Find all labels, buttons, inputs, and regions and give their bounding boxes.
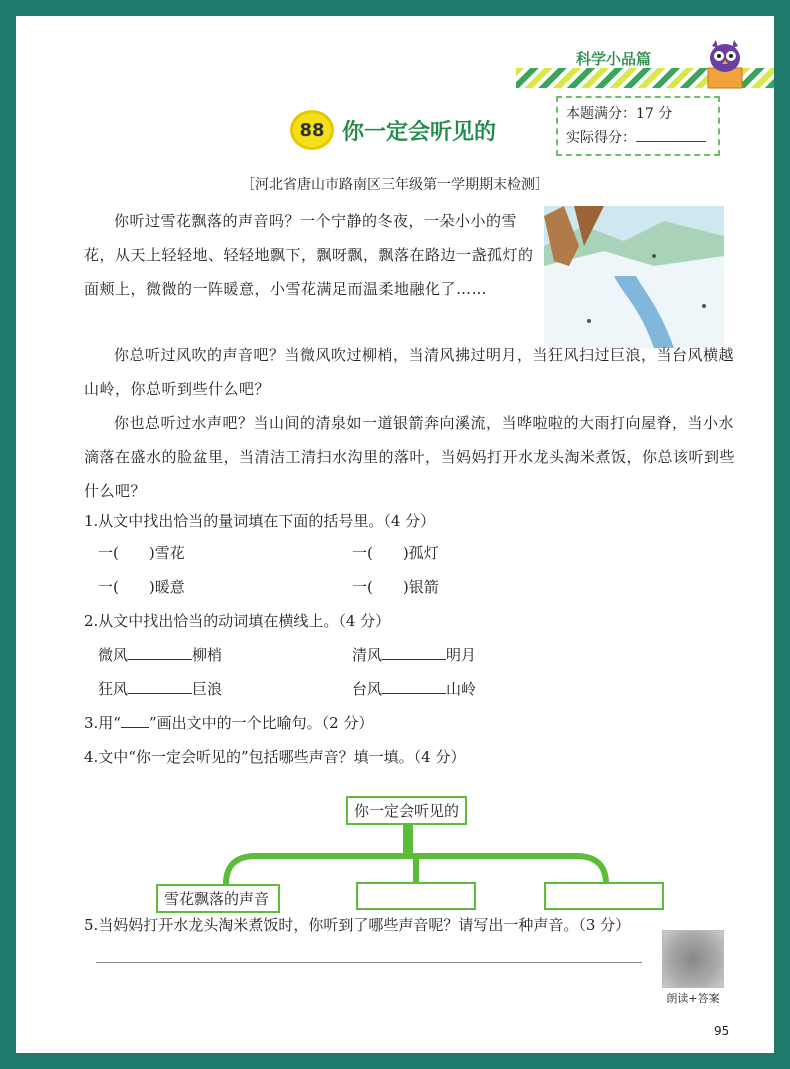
actual-score-label: 实际得分： [566, 130, 636, 146]
page-title: 你一定会听见的 [342, 119, 497, 145]
question-1: 1.从文中找出恰当的量词填在下面的括号里。（4 分） [84, 512, 436, 530]
mind-map [156, 776, 676, 926]
q1-item[interactable]: 一( )孤灯 [352, 544, 439, 562]
q1-item[interactable]: 一( )暖意 [98, 578, 185, 596]
q2-item: 微风 柳梢 [98, 646, 223, 664]
question-2: 2.从文中找出恰当的动词填在横线上。（4 分） [84, 612, 391, 630]
page-number: 95 [714, 1024, 730, 1038]
section-label: 科学小品篇 [576, 50, 652, 68]
answer-blank[interactable] [128, 680, 192, 694]
question-4: 4.文中“你一定会听见的”包括哪些声音？填一填。（4 分） [84, 748, 466, 766]
q1-item[interactable]: 一( )雪花 [98, 544, 185, 562]
underline-symbol [121, 716, 149, 728]
winter-stream-illustration [544, 206, 724, 348]
owl-book-icon [700, 38, 750, 90]
passage-paragraph-1: 你听过雪花飘落的声音吗？一个宁静的冬夜，一朵小小的雪花，从天上轻轻地、轻轻地飘下，飘呀飘，飘落在路边一盏孤灯的面颊上，微微的一阵暖意，小雪花满足而温柔地融化了…… [84, 212, 534, 298]
mind-map-leaf: 雪花飘落的声音 [156, 884, 280, 913]
passage-paragraph-3: 你也总听过水声吧？当山间的清泉如一道银箭奔向溪流，当哗啦啦的大雨打向屋脊，当小水滴落在盛水的脸盆里，当清洁工清扫水沟里的落叶，当妈妈打开水龙头淘米煮饭，你总该听到些什么吧？ [84, 414, 736, 500]
page [16, 16, 774, 1053]
mind-map-root: 你一定会听见的 [346, 796, 467, 825]
q1-item[interactable]: 一( )银箭 [352, 578, 439, 596]
answer-blank[interactable] [128, 646, 192, 660]
title-block [290, 110, 496, 150]
q2-item: 狂风 巨浪 [98, 680, 223, 698]
answer-blank[interactable] [382, 680, 446, 694]
question-5: 5.当妈妈打开水龙头淘米煮饭时，你听到了哪些声音呢？请写出一种声音。（3 分） [84, 916, 631, 934]
full-score-label: 本题满分：17 分 [566, 106, 673, 122]
qr-label: 朗读+答案 [666, 992, 720, 1005]
question-number-badge: 88 [290, 110, 334, 150]
q2-item: 清风 明月 [352, 646, 477, 664]
qr-code[interactable] [662, 930, 724, 988]
passage-paragraph-2: 你总听过风吹的声音吧？当微风吹过柳梢，当清风拂过明月，当狂风扫过巨浪，当台风横越山岭，你总听到些什么吧？ [84, 346, 735, 398]
score-box [556, 96, 720, 156]
actual-score-input[interactable] [636, 128, 706, 142]
question-3: 3.用“ ”画出文中的一个比喻句。（2 分） [84, 714, 374, 732]
mind-map-leaf-answer[interactable] [356, 882, 476, 910]
mind-map-leaf-answer[interactable] [544, 882, 664, 910]
source-citation: ［河北省唐山市路南区三年级第一学期期末检测］ [241, 177, 549, 193]
answer-line[interactable] [96, 962, 642, 963]
answer-blank[interactable] [382, 646, 446, 660]
q2-item: 台风 山岭 [352, 680, 477, 698]
